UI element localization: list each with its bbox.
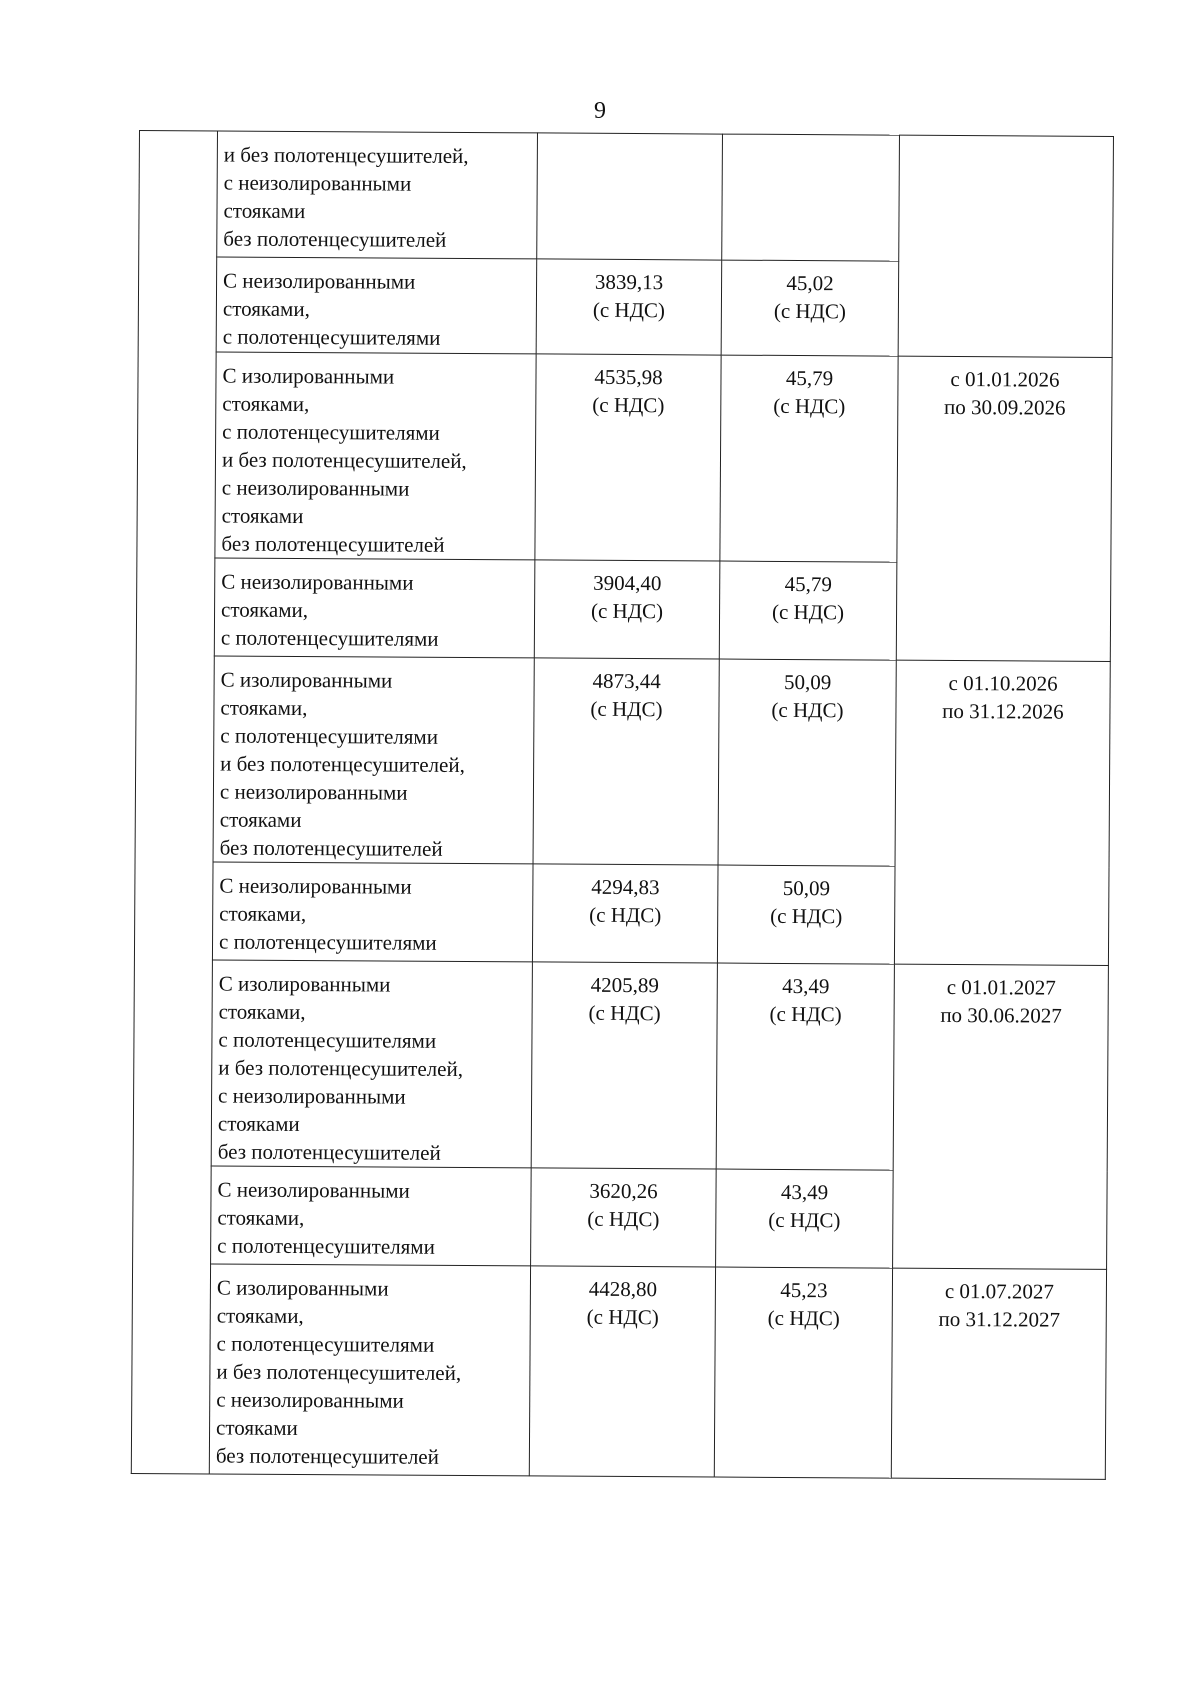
period-cell: с 01.07.2027 по 31.12.2027 <box>891 1268 1106 1479</box>
description-cell: С неизолированными стояками, с полотенцесушителями <box>211 1166 532 1266</box>
table-row <box>133 959 1108 1171</box>
price-cell <box>537 133 723 260</box>
rate-cell: 45,79 (с НДС) <box>720 355 898 562</box>
period-cell: с 01.01.2026 по 30.09.2026 <box>896 356 1112 661</box>
table-row <box>139 131 1114 263</box>
price-cell: 4294,83 (с НДС) <box>532 864 718 963</box>
description-cell: С неизолированными стояками, с полотенцесушителями <box>214 558 535 658</box>
price-cell: 3904,40 (с НДС) <box>534 560 720 659</box>
number-cell <box>131 131 217 1474</box>
rate-cell: 45,79 (с НДС) <box>719 561 897 660</box>
price-cell: 3620,26 (с НДС) <box>531 1168 717 1267</box>
period-cell: с 01.01.2027 по 30.06.2027 <box>893 964 1109 1269</box>
description-cell: С неизолированными стояками, с полотенцесушителями <box>216 257 537 354</box>
description-cell: С изолированными стояками, с полотенцесушителями и без полотенцесушителей, с неизолированными стояками без полотенцесушителей <box>215 352 536 560</box>
price-cell: 3839,13 (с НДС) <box>536 259 722 355</box>
rate-cell: 45,23 (с НДС) <box>714 1267 892 1478</box>
description-cell: С изолированными стояками, с полотенцесушителями и без полотенцесушителей, с неизолированными стояками без полотенцесушителей <box>211 960 532 1168</box>
description-cell: С неизолированными стояками, с полотенцесушителями <box>212 862 533 962</box>
table-row <box>135 655 1110 867</box>
rate-cell <box>722 134 900 261</box>
table-row <box>131 1263 1106 1479</box>
description-cell: С изолированными стояками, с полотенцесушителями и без полотенцесушителей, с неизолированными стояками без полотенцесушителей <box>213 656 534 864</box>
tariff-table <box>131 130 1114 1480</box>
period-cell <box>898 135 1113 357</box>
table-row <box>137 351 1112 563</box>
price-cell: 4428,80 (с НДС) <box>529 1266 715 1477</box>
price-cell: 4535,98 (с НДС) <box>535 354 721 561</box>
description-cell: С изолированными стояками, с полотенцесушителями и без полотенцесушителей, с неизолированными стояками без полотенцесушителей <box>209 1264 530 1476</box>
price-cell: 4873,44 (с НДС) <box>533 658 719 865</box>
rate-cell: 43,49 (с НДС) <box>716 1169 894 1268</box>
page-number: 9 <box>594 98 606 124</box>
period-cell: с 01.10.2026 по 31.12.2026 <box>894 660 1110 965</box>
rate-cell: 50,09 (с НДС) <box>718 659 896 866</box>
rate-cell: 43,49 (с НДС) <box>716 963 894 1170</box>
description-cell: и без полотенцесушителей, с неизолированными стояками без полотенцесушителей <box>217 131 538 259</box>
rate-cell: 45,02 (с НДС) <box>721 260 899 356</box>
rate-cell: 50,09 (с НДС) <box>717 865 895 964</box>
price-cell: 4205,89 (с НДС) <box>531 962 717 1169</box>
